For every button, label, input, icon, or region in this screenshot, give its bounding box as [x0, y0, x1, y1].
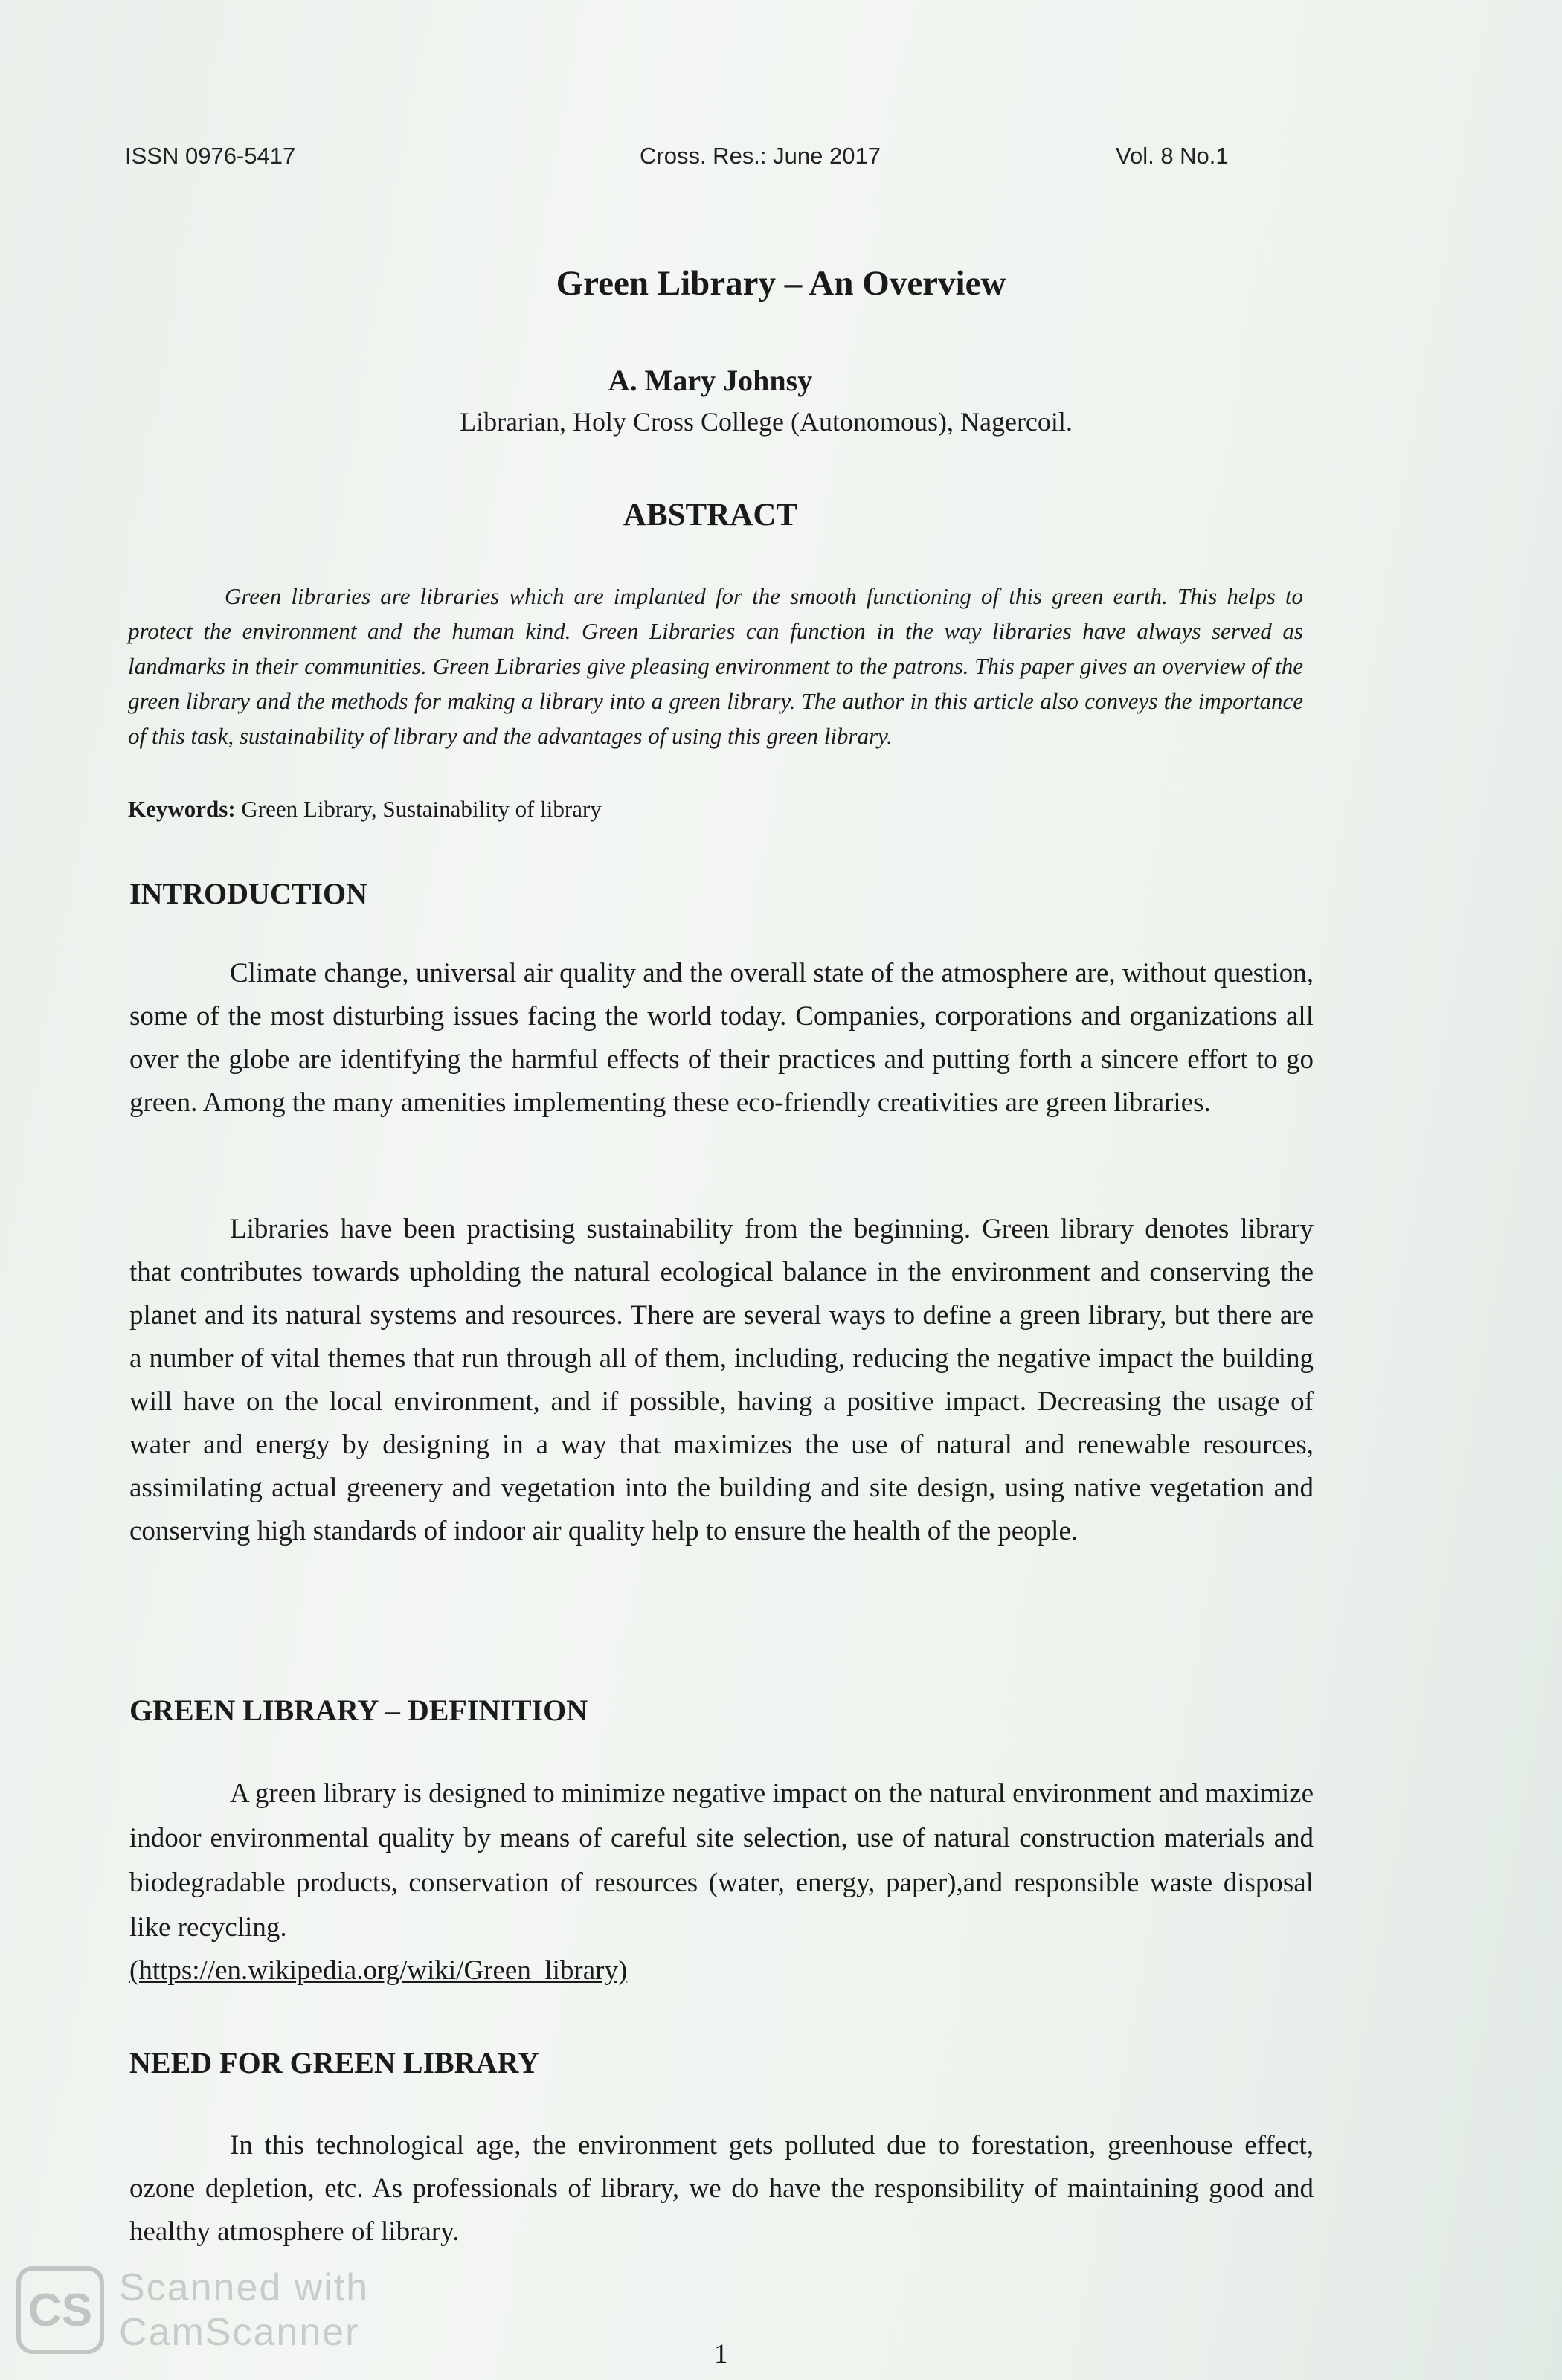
need-paragraph: In this technological age, the environment gets polluted due to forestation, greenhouse effect, ozone depletion, etc. As professionals of library, we do have the responsibility of maintaining good and healthy atmosphere of library.	[129, 2130, 1314, 2247]
need-heading: NEED FOR GREEN LIBRARY	[129, 2046, 539, 2080]
keywords-line	[128, 796, 602, 823]
page-number: 1	[714, 2339, 728, 2370]
author-affiliation: Librarian, Holy Cross College (Autonomous), Nagercoil.	[460, 407, 1073, 437]
definition-heading: GREEN LIBRARY – DEFINITION	[129, 1694, 588, 1727]
introduction-paragraph-1: Climate change, universal air quality and the overall state of the atmosphere are, without question, some of the most disturbing issues facing the world today. Companies, corporations and organizations all over the globe are identifying the harmful effects of their practices and putting forth a sincere effort to go green. Among the many amenities implementing these eco-friendly creativities are green libraries.	[129, 958, 1314, 1118]
cross-res-header: Cross. Res.: June 2017	[640, 143, 881, 169]
article-title: Green Library – An Overview	[556, 264, 1006, 303]
keywords-label: Keywords:	[128, 796, 236, 822]
abstract-heading: ABSTRACT	[623, 498, 798, 533]
author-name: A. Mary Johnsy	[608, 364, 813, 397]
camscanner-watermark	[16, 2265, 369, 2355]
introduction-paragraph-2: Libraries have been practising sustainability from the beginning. Green library denotes library that contributes towards upholding the natural ecological balance in the environment and conserving the planet and its natural systems and resources. There are several ways to define a green library, but there are a number of vital themes that run through all of them, including, reducing the negative impact the building will have on the local environment, and if possible, having a positive impact. Decreasing the usage of water and energy by designing in a way that maximizes the use of natural and renewable resources, assimilating actual greenery and vegetation into the building and site design, using native vegetation and conserving high standards of indoor air quality help to ensure the health of the people.	[129, 1214, 1314, 1546]
camscanner-logo-icon: CS	[16, 2266, 104, 2354]
issn-header: ISSN 0976-5417	[125, 143, 296, 169]
volume-header: Vol. 8 No.1	[1116, 143, 1229, 169]
watermark-line-2: CamScanner	[119, 2311, 360, 2354]
abstract-text: Green libraries are libraries which are implanted for the smooth functioning of this green earth. This helps to protect the environment and the human kind. Green Libraries can function in the way libraries have always served as landmarks in their communities. Green Libraries give pleasing environment to the patrons. This paper gives an overview of the green library and the methods for making a library into a green library. The author in this article also conveys the importance of this task, sustainability of library and the advantages of using this green library.	[128, 583, 1303, 749]
definition-source-link[interactable]: (https://en.wikipedia.org/wiki/Green_library)	[129, 1955, 628, 1986]
watermark-text	[119, 2265, 369, 2355]
introduction-heading: INTRODUCTION	[129, 877, 368, 910]
definition-paragraph: A green library is designed to minimize negative impact on the natural environment and maximize indoor environmental quality by means of careful site selection, use of natural construction materials and biodegradable products, conservation of resources (water, energy, paper),and responsible waste disposal like recycling.	[129, 1778, 1314, 1943]
keywords-value: Green Library, Sustainability of library	[241, 796, 602, 822]
watermark-line-1: Scanned with	[119, 2266, 370, 2309]
